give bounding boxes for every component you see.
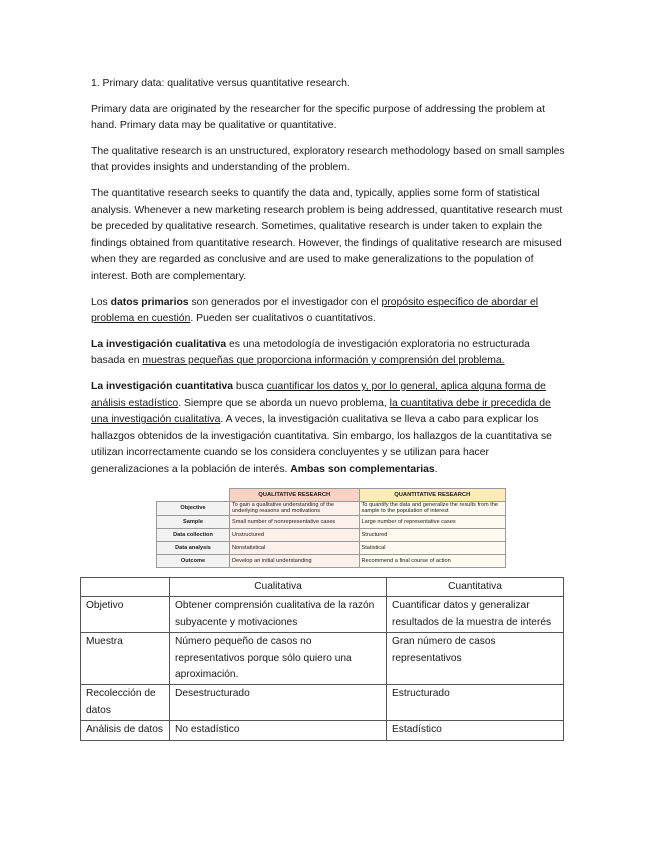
image-table-row [157,541,506,554]
qualitative-cell: To gain a qualitative understanding of the underlying reasons and motivations [230,502,360,516]
cualitativa-cell: No estadístico [170,721,387,740]
text-run: . Siempre que se aborda un nuevo problema, [178,397,390,409]
image-table-row [157,554,506,567]
cuantitativa-cell: Estructurado [387,685,564,721]
qualitative-cell: Small number of nonrepresentative cases [230,515,360,528]
row-label: Recolección de datos [81,685,170,721]
text-run: busca [233,380,267,392]
header-cell-cualitativa: Cualitativa [170,578,387,597]
table-row [81,685,564,721]
underlined-run: cuantificar los datos y, por lo general, aplica alguna forma de análisis estadístico [91,380,546,409]
quantitative-cell: Statistical [359,541,505,554]
quantitative-cell: Structured [359,528,505,541]
table-row [81,597,564,633]
bold-run: Ambas son complementarias [290,463,435,475]
underlined-run: la cuantitativa debe ir precedida de una investigación cualitativa [91,397,551,426]
cualitativa-cell: Obtener comprensión cualitativa de la razón subyacente y motivaciones [170,597,387,633]
image-table-row [157,528,506,541]
bold-run: La investigación cualitativa [91,338,227,350]
cualitativa-cell: Desestructurado [170,685,387,721]
text-run: es una metodología de investigación exploratoria no estructurada basada en [91,338,530,367]
qualitative-cell: Develop an initial understanding [230,554,360,567]
cuantitativa-cell: Cuantificar datos y generalizar resultados de la muestra de interés [387,597,564,633]
english-paragraph-primary-data: Primary data are originated by the researcher for the specific purpose of addressing the problem at hand. Primary data may be qualitative or quantitative. [91,103,545,132]
row-label: Data analysis [157,541,230,554]
text-run: . Pueden ser cualitativos o cuantitativos. [190,313,376,325]
text-run: Los [91,296,111,308]
header-cell-empty [81,578,170,597]
empty-cell [157,489,230,502]
qualitative-header: QUALITATIVE RESEARCH [230,489,360,502]
english-paragraph-quantitative: The quantitative research seeks to quantify the data and, typically, applies some form of statistical analysis. Whenever a new marketing research problem is being addressed, quantitative research must be preceded by qualitative research. Sometimes, qualitative research is under taken to explain the findings obtained from quantitative research. However, the findings of qualitative research are misused when they are regarded as conclusive and are used to make generalizations to the population of interest. Both are complementary. [91,187,563,282]
table-row [81,721,564,740]
comparison-image-table [156,488,506,568]
bold-run: La investigación cuantitativa [91,380,234,392]
row-label: Objetivo [81,597,170,633]
table-header-row [81,578,564,597]
text-run: . [434,463,438,475]
quantitative-cell: Large number of representative cases [359,515,505,528]
row-label: Objective [157,502,230,516]
spanish-paragraph-primary-data [91,295,565,328]
cuantitativa-cell: Gran número de casos representativos [387,633,564,685]
row-label: Análisis de datos [81,721,170,740]
row-label: Muestra [81,633,170,685]
cuantitativa-cell: Estadístico [387,721,564,740]
quantitative-header: QUANTITATIVE RESEARCH [359,489,505,502]
document-body [91,76,565,487]
underlined-run: muestras pequeñas que proporciona información y comprensión del problema. [142,355,505,367]
text-run: . A veces, la investigación cualitativa se lleva a cabo para explicar los hallazgos obtenidos de la investigación cuantitativa. Sin embargo, los hallazgos de la cuantitativa se utilizan incorrectamente cuando se los considera concluyentes y se utilizan para hacer generalizaciones a la población de interés. [91,414,552,475]
bold-run: datos primarios [110,296,189,308]
text-run: son generados por el investigador con el [188,296,382,308]
table-row [81,633,564,685]
qualitative-cell: Nonstatistical [230,541,360,554]
spanish-paragraph-quantitative [91,379,565,479]
row-label: Outcome [157,554,230,567]
image-table-row [157,515,506,528]
row-label: Sample [157,515,230,528]
qualitative-cell: Unstructured [230,528,360,541]
section-heading: 1. Primary data: qualitative versus quantitative research. [91,78,350,89]
underlined-run: propósito específico de abordar el problema en cuestión [91,296,539,325]
spanish-comparison-table [80,577,564,741]
image-table-row [157,502,506,516]
quantitative-cell: To quantify the data and generalize the results from the sample to the population of interest [359,502,505,516]
cualitativa-cell: Número pequeño de casos no representativos porque sólo quiero una aproximación. [170,633,387,685]
row-label: Data collection [157,528,230,541]
quantitative-cell: Recommend a final course of action [359,554,505,567]
image-table-header [157,489,506,502]
spanish-paragraph-qualitative [91,337,565,370]
header-cell-cuantitativa: Cuantitativa [387,578,564,597]
english-paragraph-qualitative: The qualitative research is an unstructured, exploratory research methodology based on small samples that provides insights and understanding of the problem. [91,145,565,174]
